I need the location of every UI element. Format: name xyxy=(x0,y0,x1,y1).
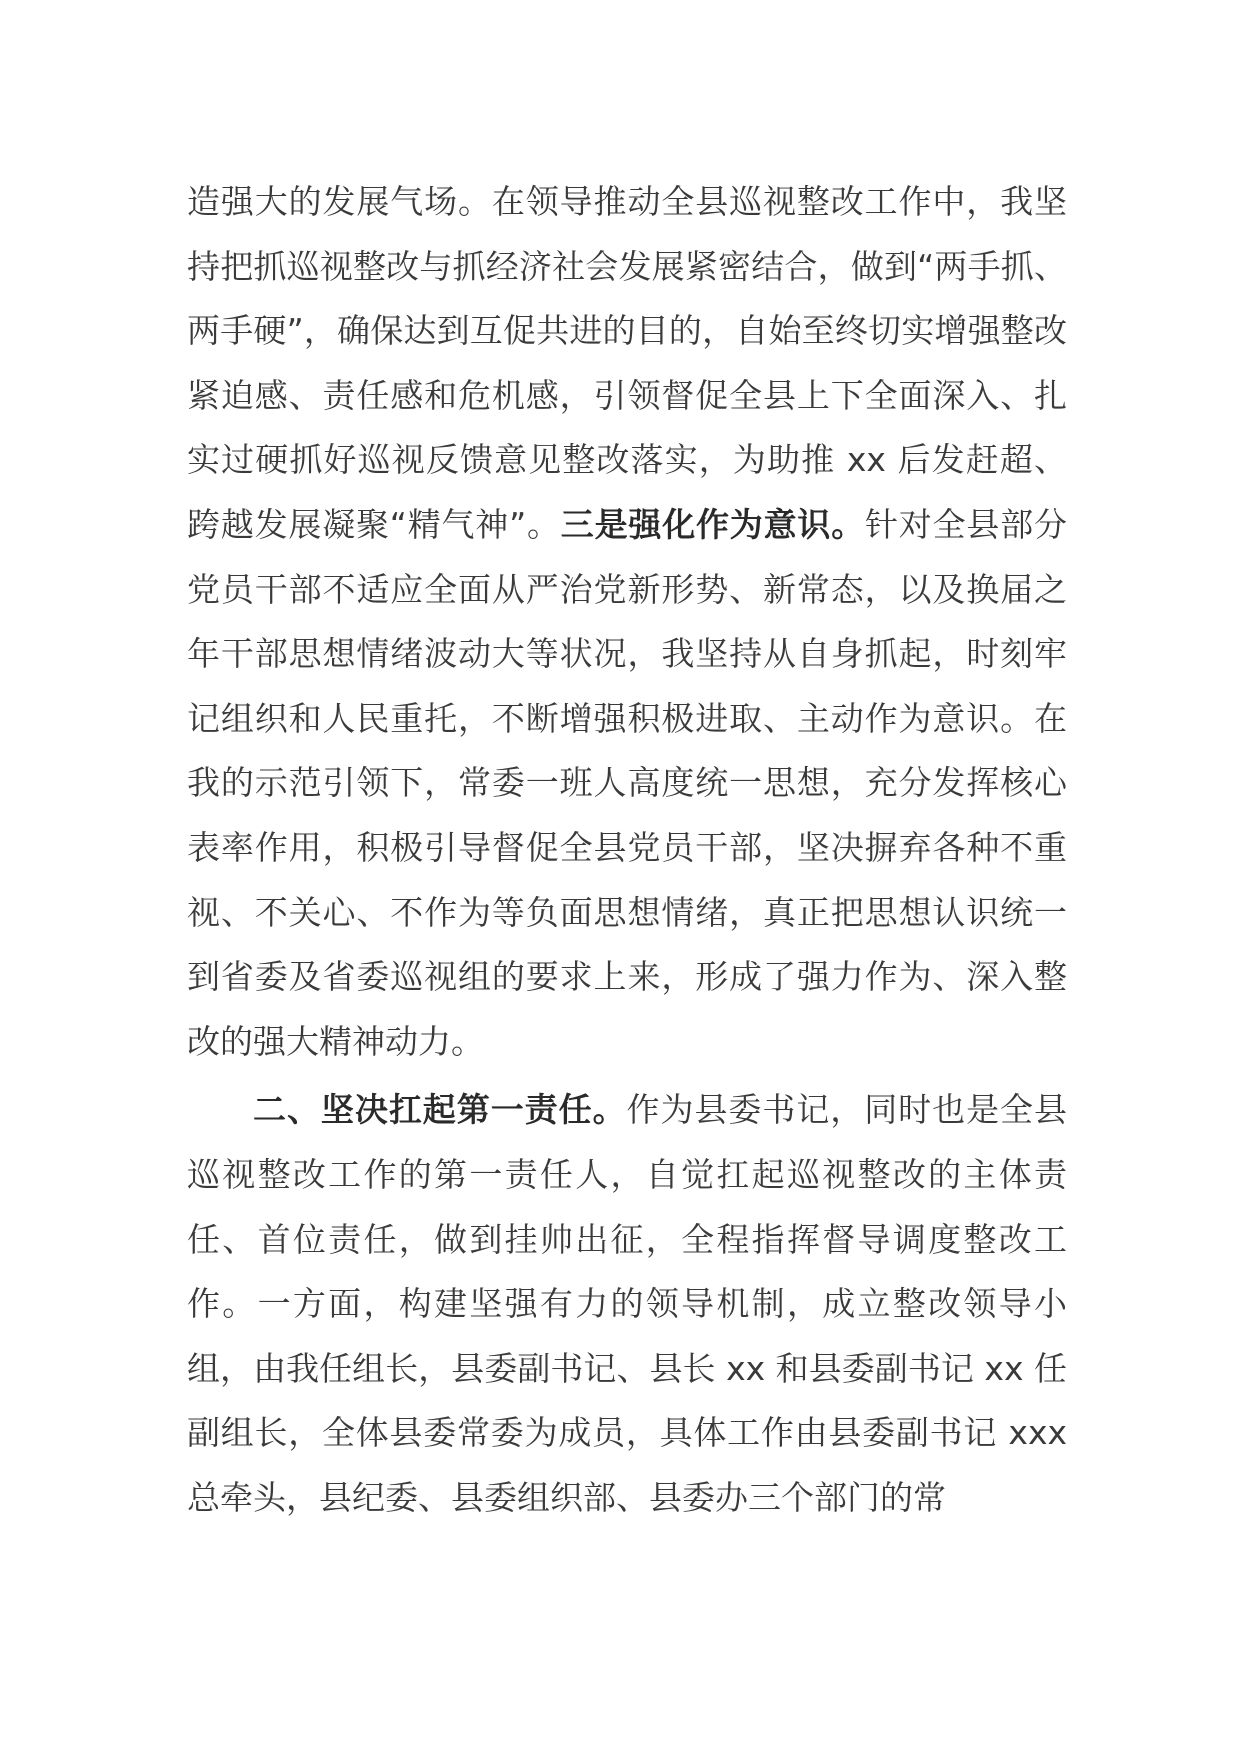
paragraph-1 xyxy=(187,170,1067,1074)
paragraph-1-continuation: 针对全县部分党员干部不适应全面从严治党新形势、新常态，以及换届之年干部思想情绪波动大等状况，我坚持从自身抓起，时刻牢记组织和人民重托，不断增强积极进取、主动作为意识。在我的示范引领下，常委一班人高度统一思想，充分发挥核心表率作用，积极引导督促全县党员干部，坚决摒弃各种不重视、不关心、不作为等负面思想情绪，真正把思想认识统一到省委及省委巡视组的要求上来，形成了强力作为、深入整改的强大精神动力。 xyxy=(187,504,1067,1061)
paragraph-2-heading: 二、坚决扛起第一责任。 xyxy=(253,1090,627,1130)
paragraph-2 xyxy=(187,1078,1067,1530)
body-text xyxy=(187,170,1067,1530)
paragraph-1-heading: 三是强化作为意识。 xyxy=(560,504,865,544)
paragraph-2-text: 作为县委书记，同时也是全县巡视整改工作的第一责任人，自觉扛起巡视整改的主体责任、首位责任，做到挂帅出征，全程指挥督导调度整改工作。一方面，构建坚强有力的领导机制，成立整改领导小组，由我任组长，县委副书记、县长 xx 和县委副书记 xx 任副组长，全体县委常委为成员，具体工作由县委副书记 xxx 总牵头，县纪委、县委组织部、县委办三个部门的常 xyxy=(187,1090,1068,1517)
paragraph-1-text: 造强大的发展气场。在领导推动全县巡视整改工作中，我坚持把抓巡视整改与抓经济社会发展紧密结合，做到“两手抓、两手硬”，确保达到互促共进的目的，自始至终切实增强整改紧迫感、责任感和危机感，引领督促全县上下全面深入、扎实过硬抓好巡视反馈意见整改落实，为助推 xx 后发赶超、跨越发展凝聚“精气神”。 xyxy=(187,182,1067,544)
